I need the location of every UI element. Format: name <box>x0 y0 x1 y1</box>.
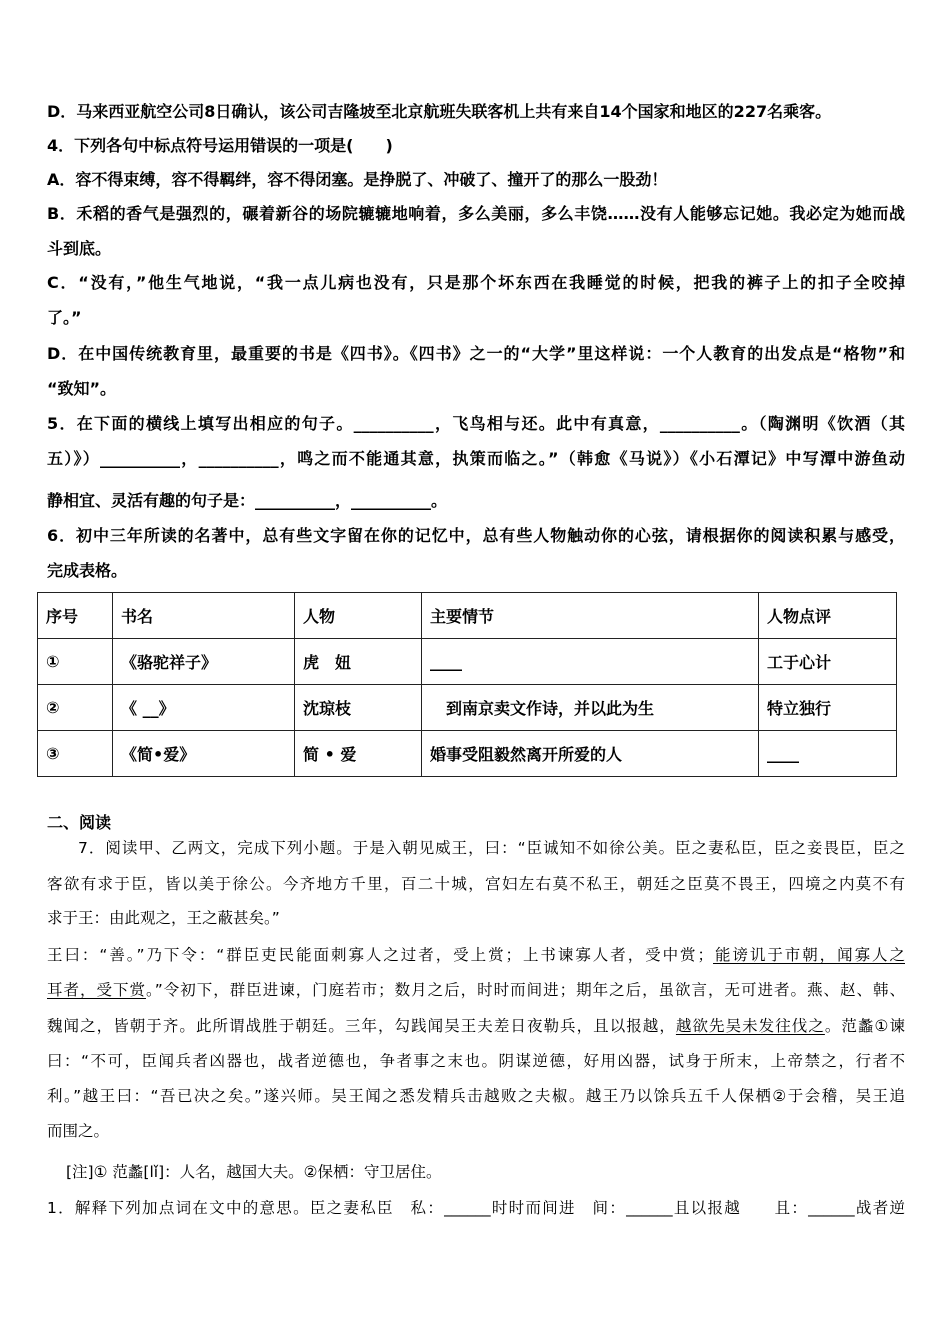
q4-option-d-line1: D．在中国传统教育里，最重要的书是《四书》。《四书》之一的“大学”里这样说：一个人教育的出发点是“格物”和 <box>47 344 905 363</box>
q3-option-d: D．马来西亚航空公司8日确认，该公司吉隆坡至北京航班失联客机上共有来自14个国家和地区的227名乘客。 <box>47 102 832 121</box>
section-title: 二、阅读 <box>47 813 112 832</box>
q5-line1: 5．在下面的横线上填写出相应的句子。__________，飞鸟相与还。此中有真意，__________。（陶渊明《饮酒（其 <box>47 414 905 433</box>
q6-line2: 完成表格。 <box>47 561 128 580</box>
q4-option-b-line2: 斗到底。 <box>47 239 112 258</box>
q4-option-a: A．容不得束缚，容不得羁绊，容不得闭塞。是挣脱了、冲破了、撞开了的那么一股劲！ <box>47 170 668 189</box>
q7-line3: 求于王：由此观之，王之蔽甚矣。” <box>47 909 280 927</box>
table-row <box>38 731 897 777</box>
q7-line8: 利。”越王曰：“吾已决之矣。”遂兴师。吴王闻之悉发精兵击越败之夫椒。越王乃以馀兵五千人保栖②于会稽，吴王追 <box>47 1087 905 1105</box>
q7-note: [注]① 范蠡[lǐ]：人名，越国大夫。②保栖：守卫居住。 <box>66 1163 442 1181</box>
q5-line2: 五）》）__________，__________，鸣之而不能通其意，执策而临之。”（韩愈《马说》）《小石潭记》中写潭中游鱼动 <box>47 449 905 468</box>
table-header-row <box>38 593 897 639</box>
header-cell: 人物 <box>295 593 422 639</box>
q4-stem: 4．下列各句中标点符号运用错误的一项是( ) <box>47 136 393 155</box>
header-cell: 序号 <box>38 593 113 639</box>
q7-line1: 7．阅读甲、乙两文，完成下列小题。于是入朝见威王，曰：“臣诚知不如徐公美。臣之妻私臣，臣之妾畏臣，臣之 <box>78 839 905 857</box>
q7-line9: 而围之。 <box>47 1122 110 1140</box>
q7-line5 <box>47 979 905 1001</box>
table-cell: 简 • 爱 <box>295 731 422 777</box>
text: 王曰：“善。”乃下令：“群臣吏民能面刺寡人之过者，受上赏；上书谏寡人者，受中赏； <box>47 946 714 964</box>
q4-option-c-line1: C．“没有，”他生气地说，“我一点儿病也没有，只是那个坏东西在我睡觉的时候，把我的裤子上的扣子全咬掉 <box>47 273 905 292</box>
table-cell: 《骆驼祥子》 <box>113 639 295 685</box>
table-cell: ① <box>38 639 113 685</box>
table-cell: 《简•爱》 <box>113 731 295 777</box>
q7-line6 <box>47 1015 905 1037</box>
table-cell: ③ <box>38 731 113 777</box>
reading-table <box>37 592 897 777</box>
q7-line7: 曰：“不可，臣闻兵者凶器也，战者逆德也，争者事之末也。阴谋逆德，好用凶器，试身于所末，上帝禁之，行者不 <box>47 1052 905 1070</box>
q4-option-d-line2: “致知”。 <box>47 379 117 398</box>
table-cell: ② <box>38 685 113 731</box>
table-row <box>38 639 897 685</box>
table-cell: ____ <box>422 639 759 685</box>
underlined-text: 越欲先吴未发往伐之 <box>675 1017 825 1035</box>
q4-option-c-line2: 了。” <box>47 308 82 327</box>
underlined-text: 耳者，受下赏 <box>47 981 146 999</box>
table-cell: 到南京卖文作诗，并以此为生 <box>422 685 759 731</box>
q7-line2: 客欲有求于臣，皆以美于徐公。今齐地方千里，百二十城，宫妇左右莫不私王，朝廷之臣莫不畏王，四境之内莫不有 <box>47 875 905 893</box>
table-cell: 婚事受阻毅然离开所爱的人 <box>422 731 759 777</box>
table-cell: 沈琼枝 <box>295 685 422 731</box>
q6-line1: 6．初中三年所读的名著中，总有些文字留在你的记忆中，总有些人物触动你的心弦，请根据你的阅读积累与感受， <box>47 526 905 545</box>
table-cell: 工于心计 <box>759 639 897 685</box>
header-cell: 主要情节 <box>422 593 759 639</box>
text: 魏闻之，皆朝于齐。此所谓战胜于朝廷。三年，勾践闻吴王夫差日夜勒兵，且以报越， <box>47 1017 676 1035</box>
text: 。”令初下，群臣进谏，门庭若市；数月之后，时时而间进；期年之后，虽欲言，无可进者。燕、赵、韩、 <box>145 981 905 999</box>
table-cell: ____ <box>759 731 897 777</box>
q7-line4 <box>47 944 905 966</box>
table-cell: 特立独行 <box>759 685 897 731</box>
header-cell: 人物点评 <box>759 593 897 639</box>
text: 。范蠡①谏 <box>824 1017 905 1035</box>
q5-line3: 静相宜、灵活有趣的句子是：__________，__________。 <box>47 491 448 510</box>
table-cell: 虎 妞 <box>295 639 422 685</box>
table-cell: 《 __》 <box>113 685 295 731</box>
header-cell: 书名 <box>113 593 295 639</box>
q7-subquestion-1: 1．解释下列加点词在文中的意思。臣之妻私臣 私：______时时而间进 间：______且以报越 且：______战者逆 <box>47 1199 905 1217</box>
underlined-text: 能谤讥于市朝，闻寡人之 <box>713 946 905 964</box>
q4-option-b-line1: B．禾稻的香气是强烈的，碾着新谷的场院辘辘地响着，多么美丽，多么丰饶……没有人能够忘记她。我必定为她而战 <box>47 204 905 223</box>
table-row <box>38 685 897 731</box>
